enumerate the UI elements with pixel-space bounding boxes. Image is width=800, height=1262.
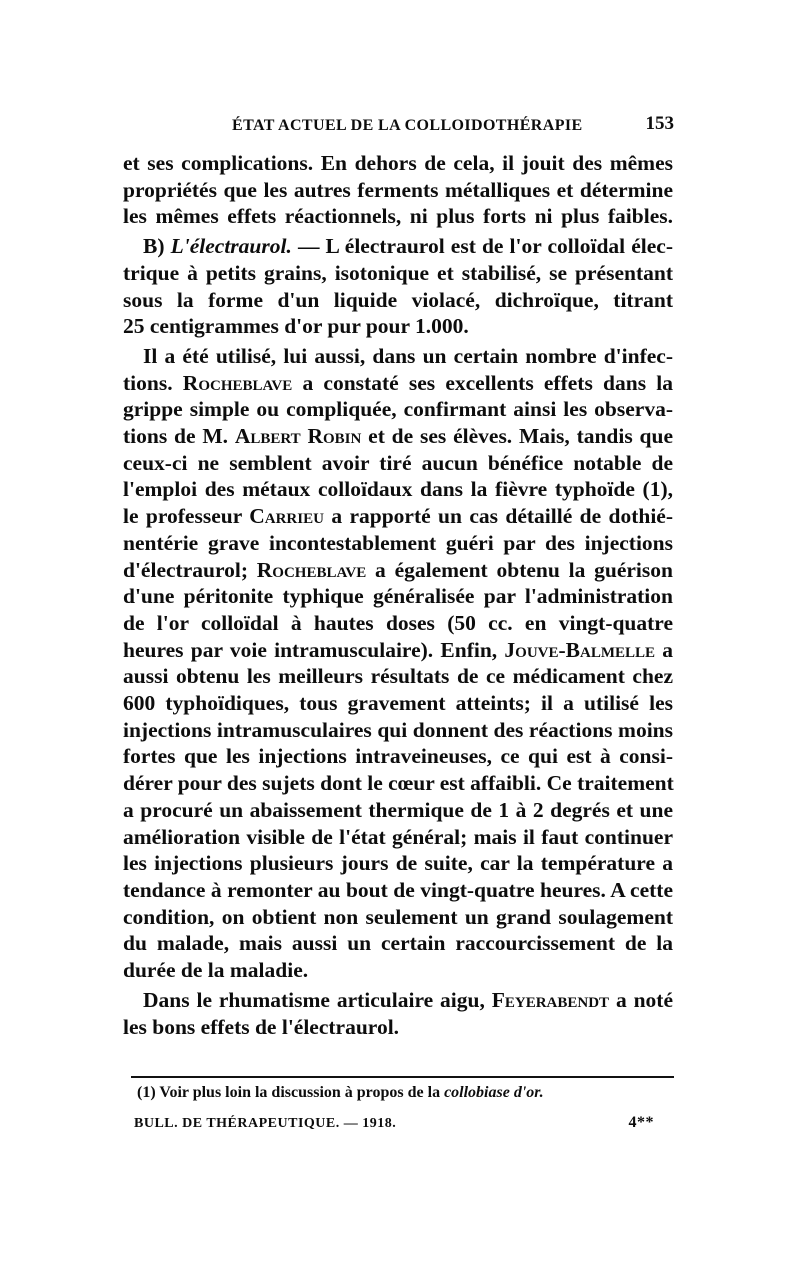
body-text bbox=[123, 150, 673, 1040]
text-fragment: tions de M. bbox=[123, 424, 235, 449]
paragraph-1 bbox=[123, 150, 673, 230]
text-fragment: et de ses élèves. Mais, tandis que bbox=[361, 424, 673, 449]
text-line bbox=[123, 233, 673, 260]
text-line: aussi obtenu les meilleurs résultats de ce médicament chez bbox=[123, 664, 673, 689]
text-line: ceux-ci ne semblent avoir tiré aucun bénéfice notable de bbox=[123, 450, 673, 475]
author-name: Rocheblave bbox=[182, 370, 293, 395]
section-letter: B) bbox=[143, 234, 171, 259]
bulletin-signature: BULL. DE THÉRAPEUTIQUE. — 1918. bbox=[134, 1116, 397, 1131]
paragraph-3 bbox=[123, 343, 673, 984]
text-fragment: a noté bbox=[609, 987, 673, 1012]
author-name: Albert Robin bbox=[234, 424, 362, 449]
text-line: 600 typhoïdiques, tous gravement atteints; il a utilisé les bbox=[123, 691, 673, 716]
author-name: Jouve-Balmelle bbox=[504, 637, 656, 662]
text-line: trique à petits grains, isotonique et stabilisé, se présentant bbox=[123, 260, 673, 285]
text-line: propriétés que les autres ferments métalliques et détermine bbox=[123, 177, 673, 202]
text-line bbox=[123, 557, 673, 584]
text-line: d'une péritonite typhique généralisée par l'administration bbox=[123, 584, 673, 609]
text-line: condition, on obtient non seulement un grand soulagement bbox=[123, 904, 673, 929]
text-line: nentérie grave incontestablement guéri par des injections bbox=[123, 530, 673, 555]
gathering-mark: 4** bbox=[628, 1114, 654, 1131]
text-line: les mêmes effets réactionnels, ni plus forts ni plus faibles. bbox=[123, 204, 673, 229]
text-fragment: Dans le rhumatisme articulaire aigu, bbox=[143, 987, 492, 1012]
author-name: Rocheblave bbox=[256, 557, 367, 582]
text-line: tendance à remonter au bout de vingt-quatre heures. A cette bbox=[123, 877, 673, 902]
author-name: Feyerabendt bbox=[491, 987, 610, 1012]
footnote bbox=[137, 1084, 677, 1102]
text-fragment: le professeur bbox=[123, 504, 250, 529]
text-line: les injections plusieurs jours de suite, car la température a bbox=[123, 851, 673, 876]
paragraph-4 bbox=[123, 987, 673, 1040]
text-line: 25 centigrammes d'or pur pour 1.000. bbox=[123, 314, 469, 339]
text-line: Il a été utilisé, lui aussi, dans un certain nombre d'infec- bbox=[143, 343, 673, 368]
author-name: Carrieu bbox=[249, 504, 324, 529]
text-fragment: heures par voie intramusculaire). Enfin, bbox=[123, 637, 505, 662]
page-footer bbox=[134, 1116, 674, 1132]
text-line bbox=[123, 503, 673, 530]
text-fragment: — L électraurol est de l'or colloïdal élec- bbox=[291, 234, 674, 259]
text-line: a procuré un abaissement thermique de 1 à 2 degrés et une bbox=[123, 797, 673, 822]
footnote-italic: collobiase d'or. bbox=[444, 1084, 544, 1101]
text-line: les bons effets de l'électraurol. bbox=[123, 1014, 400, 1039]
text-fragment: a également obtenu la guérison bbox=[366, 557, 673, 582]
footnote-rule bbox=[131, 1076, 674, 1078]
text-line: sous la forme d'un liquide violacé, dichroïque, titrant bbox=[123, 287, 673, 312]
text-line: grippe simple ou compliquée, confirmant ainsi les observa- bbox=[123, 397, 673, 422]
text-fragment: d'électraurol; bbox=[123, 557, 257, 582]
paragraph-2 bbox=[123, 233, 673, 340]
text-fragment: tions. bbox=[123, 370, 183, 395]
text-line bbox=[123, 637, 673, 664]
text-line: et ses complications. En dehors de cela, il jouit des mêmes bbox=[123, 151, 673, 175]
section-term: L'électraurol. bbox=[170, 234, 292, 259]
text-line bbox=[123, 423, 673, 450]
page-number: 153 bbox=[645, 113, 674, 134]
text-line bbox=[123, 987, 673, 1014]
text-line: dérer pour des sujets dont le cœur est affaibli. Ce traitement bbox=[123, 771, 674, 796]
text-line: de l'or colloïdal à hautes doses (50 cc. en vingt-quatre bbox=[123, 610, 673, 635]
text-line: injections intramusculaires qui donnent des réactions moins bbox=[123, 717, 673, 742]
text-fragment: a constaté ses excellents effets dans la bbox=[292, 370, 673, 395]
footnote-text: (1) Voir plus loin la discussion à propos de la bbox=[137, 1084, 445, 1101]
text-line: fortes que les injections intraveineuses, ce qui est à consi- bbox=[123, 744, 673, 769]
text-line: du malade, mais aussi un certain raccourcissement de la bbox=[123, 931, 673, 956]
text-fragment: a rapporté un cas détaillé de dothié- bbox=[323, 504, 673, 529]
text-line: l'emploi des métaux colloïdaux dans la fièvre typhoïde (1), bbox=[123, 477, 673, 502]
text-line: durée de la maladie. bbox=[123, 958, 309, 983]
running-title: ÉTAT ACTUEL DE LA COLLOIDOTHÉRAPIE bbox=[232, 117, 583, 134]
text-line bbox=[123, 370, 673, 397]
text-line: amélioration visible de l'état général; mais il faut continuer bbox=[123, 824, 673, 849]
text-fragment: a bbox=[655, 637, 674, 662]
